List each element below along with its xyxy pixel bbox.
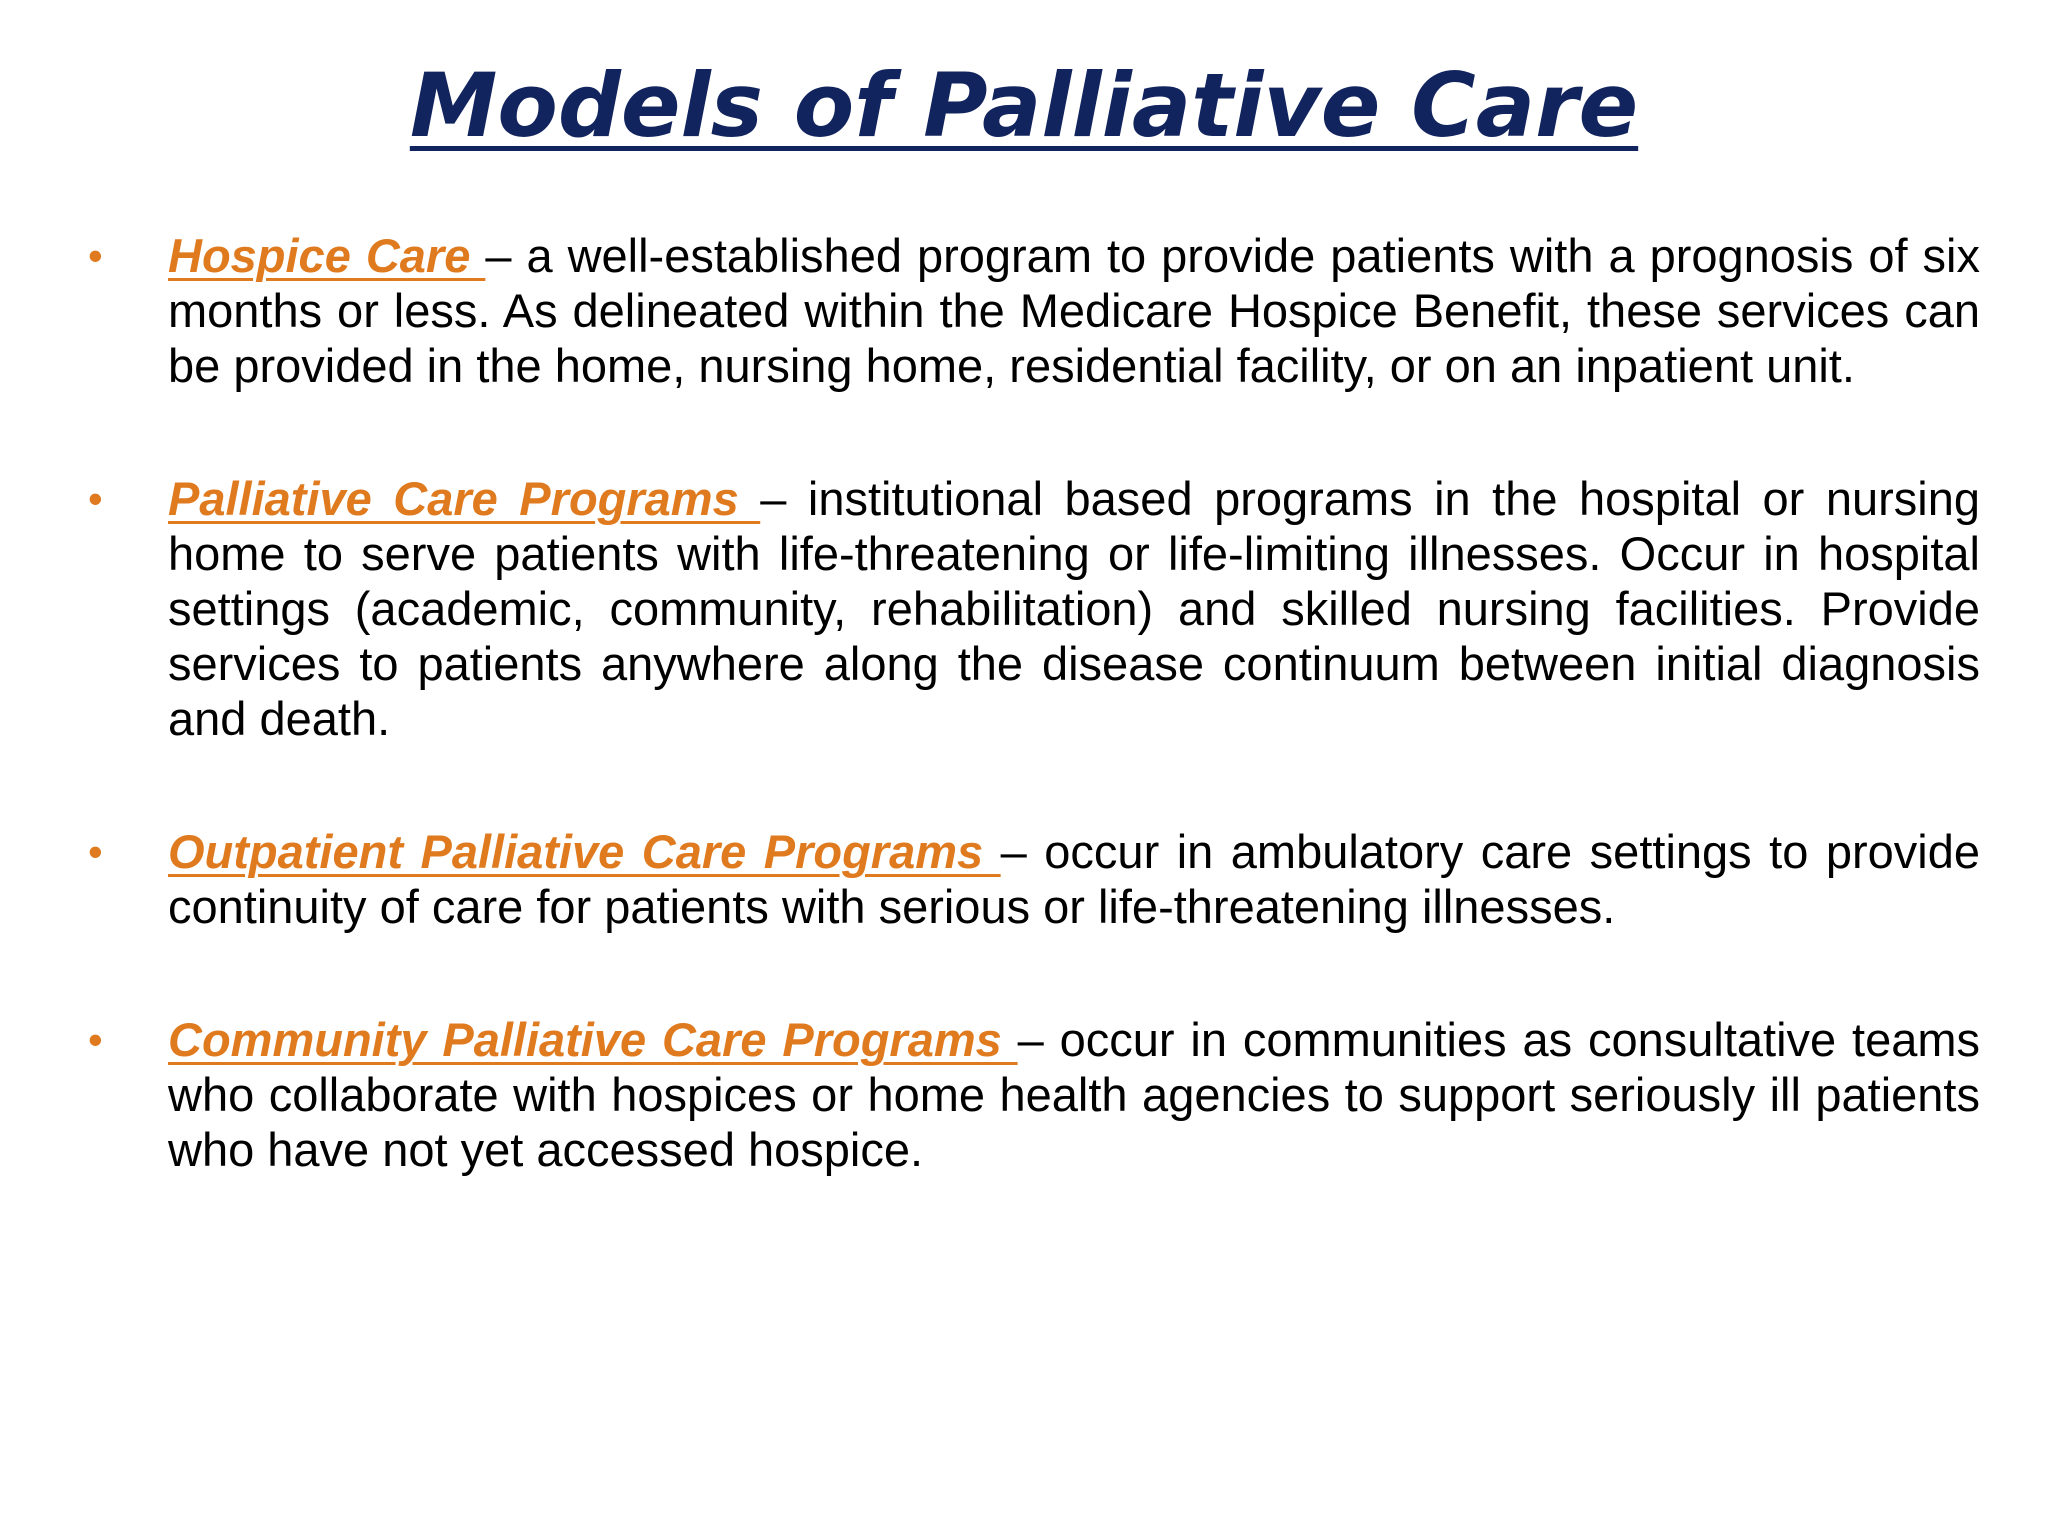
bullet-icon: • (88, 1016, 103, 1063)
bullet-list (80, 228, 1980, 1255)
bullet-term: Palliative Care Programs (168, 472, 761, 525)
bullet-item-community-palliative-care-programs (80, 1012, 1980, 1177)
bullet-icon: • (88, 232, 103, 279)
bullet-item-hospice-care (80, 228, 1980, 393)
bullet-icon: • (88, 475, 103, 522)
bullet-icon: • (88, 828, 103, 875)
bullet-term: Hospice Care (168, 229, 486, 282)
slide-title-text: Models of Palliative Care (409, 54, 1639, 157)
bullet-description: – institutional based programs in the hospital or nursing home to serve patients with life-threatening or life-limiting illnesses. Occur in hospital settings (academic, community, rehabilitation) and skilled nursing facilities. Provide services to patients anywhere along the disease continuum between initial diagnosis and death. (168, 472, 1980, 745)
slide-title (0, 54, 2048, 157)
bullet-description: – a well-established program to provide patients with a prognosis of six months or less. As delineated within the Medicare Hospice Benefit, these services can be provided in the home, nursing home, residential facility, or on an inpatient unit. (168, 229, 1980, 392)
bullet-term: Community Palliative Care Programs (168, 1013, 1018, 1066)
bullet-description: – occur in ambulatory care settings to provide continuity of care for patients with serious or life-threatening illnesses. (168, 825, 1980, 933)
bullet-item-palliative-care-programs (80, 471, 1980, 746)
bullet-description: – occur in communities as consultative teams who collaborate with hospices or home health agencies to support seriously ill patients who have not yet accessed hospice. (168, 1013, 1981, 1176)
bullet-term: Outpatient Palliative Care Programs (168, 825, 1001, 878)
bullet-item-outpatient-palliative-care-programs (80, 824, 1980, 934)
